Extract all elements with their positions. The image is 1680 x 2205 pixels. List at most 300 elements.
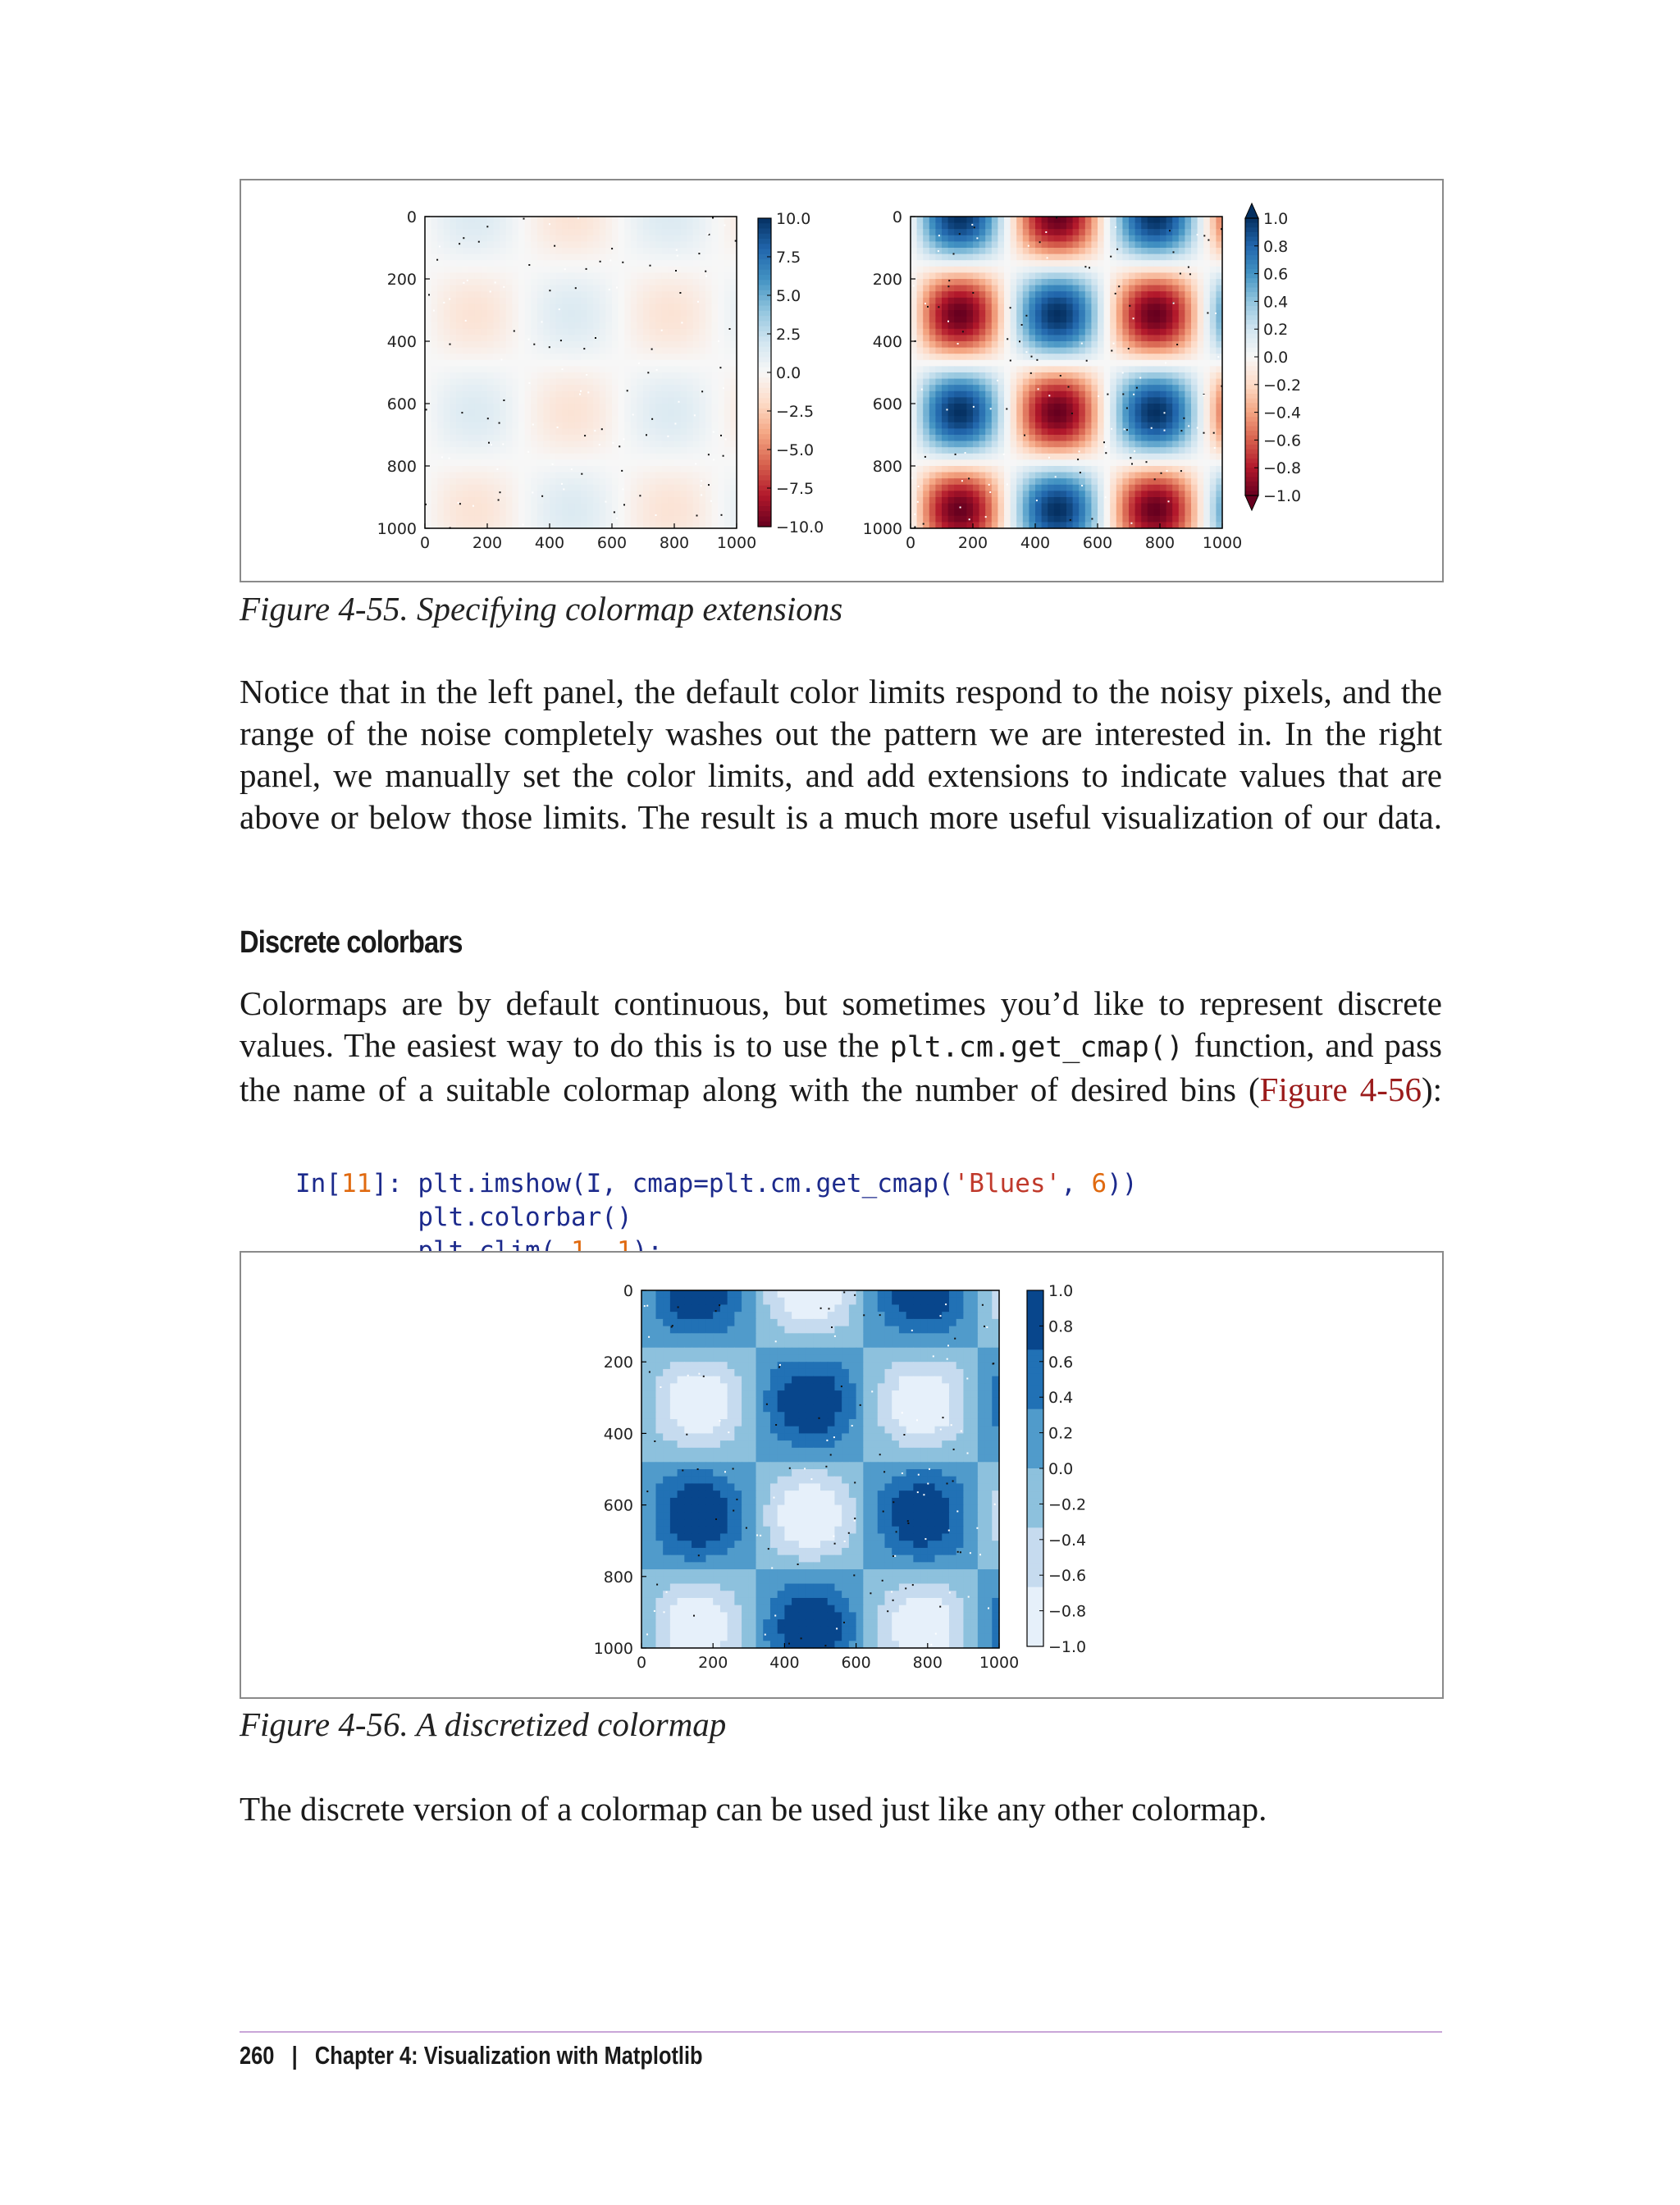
heatmap-cell (681, 516, 687, 523)
heatmap-cell (699, 472, 705, 479)
heatmap-cell (1073, 229, 1080, 235)
heatmap-cell (568, 335, 575, 341)
heatmap-cell (655, 267, 662, 273)
heatmap-cell (1141, 397, 1148, 404)
heatmap-cell (724, 298, 731, 304)
heatmap-cell (612, 260, 619, 267)
heatmap-cell (543, 360, 550, 367)
heatmap-cell (998, 260, 1004, 267)
heatmap-cell (1110, 372, 1116, 379)
heatmap-cell (923, 391, 929, 398)
heatmap-cell (512, 428, 518, 435)
heatmap-cell (1153, 335, 1160, 341)
heatmap-cell (961, 298, 967, 304)
heatmap-cell (1054, 404, 1061, 410)
heatmap-cell (911, 447, 917, 454)
heatmap-cell (998, 491, 1004, 497)
noise-pixel (554, 245, 555, 247)
heatmap-cell (450, 329, 456, 336)
heatmap-cell (1085, 229, 1092, 235)
heatmap-cell (437, 404, 444, 410)
heatmap-cell (1079, 235, 1085, 242)
heatmap-cell (687, 422, 693, 429)
heatmap-cell (624, 509, 631, 516)
heatmap-cell (1135, 217, 1142, 223)
heatmap-cell (1166, 272, 1173, 279)
heatmap-cell (550, 229, 556, 235)
heatmap-cell (425, 497, 431, 504)
heatmap-cell (917, 404, 924, 410)
heatmap-cell (681, 385, 687, 391)
heatmap-cell (619, 435, 625, 441)
noise-pixel (533, 344, 535, 345)
heatmap-cell (568, 491, 575, 497)
heatmap-cell (612, 279, 619, 285)
heatmap-cell (543, 404, 550, 410)
heatmap-cell (985, 459, 992, 466)
heatmap-cell (1091, 459, 1098, 466)
heatmap-cell (1060, 291, 1066, 298)
heatmap-cell (1148, 404, 1154, 410)
heatmap-cell (1110, 466, 1116, 472)
heatmap-cell (1073, 466, 1080, 472)
heatmap-cell (612, 491, 619, 497)
heatmap-cell (1079, 354, 1085, 360)
heatmap-cell (917, 279, 924, 285)
heatmap-cell (1073, 410, 1080, 417)
heatmap-cell (681, 354, 687, 360)
noise-pixel (478, 241, 480, 243)
heatmap-cell (954, 329, 961, 336)
heatmap-cell (531, 454, 537, 460)
heatmap-cell (643, 341, 650, 348)
heatmap-cell (650, 223, 656, 230)
heatmap-cell (600, 485, 606, 491)
heatmap-cell (681, 422, 687, 429)
heatmap-cell (468, 516, 475, 523)
heatmap-cell (518, 466, 525, 472)
heatmap-cell (637, 291, 643, 298)
noise-pixel (605, 501, 606, 503)
heatmap-cell (1191, 260, 1198, 267)
heatmap-cell (985, 241, 992, 248)
heatmap-cell (705, 391, 712, 398)
heatmap-cell (1091, 335, 1098, 341)
heatmap-cell (1042, 459, 1048, 466)
heatmap-cell (655, 223, 662, 230)
heatmap-cell (518, 241, 525, 248)
heatmap-cell (518, 379, 525, 386)
heatmap-cell (998, 223, 1004, 230)
heatmap-cell (494, 454, 500, 460)
heatmap-cell (581, 260, 587, 267)
heatmap-cell (942, 397, 948, 404)
heatmap-cell (1166, 217, 1173, 223)
heatmap-cell (1141, 422, 1148, 429)
heatmap-cell (1091, 410, 1098, 417)
heatmap-cell (494, 478, 500, 485)
heatmap-cell (1035, 491, 1042, 497)
heatmap-cell (574, 335, 581, 341)
heatmap-cell (525, 248, 532, 254)
heatmap-cell (1035, 397, 1042, 404)
heatmap-cell (450, 372, 456, 379)
noise-pixel (552, 463, 554, 465)
heatmap-cell (954, 304, 961, 310)
heatmap-cell (1179, 223, 1185, 230)
heatmap-cell (1153, 341, 1160, 348)
heatmap-cell (693, 491, 700, 497)
heatmap-cell (693, 497, 700, 504)
heatmap-cell (917, 454, 924, 460)
heatmap-cell (494, 254, 500, 261)
heatmap-cell (668, 341, 674, 348)
heatmap-cell (637, 285, 643, 292)
heatmap-cell (450, 497, 456, 504)
heatmap-cell (1141, 435, 1148, 441)
colorbar-segment (758, 501, 771, 507)
heatmap-cell (450, 298, 456, 304)
heatmap-cell (1116, 223, 1123, 230)
heatmap-cell (923, 223, 929, 230)
heatmap-cell (562, 272, 568, 279)
heatmap-cell (1085, 248, 1092, 254)
heatmap-cell (487, 360, 494, 367)
heatmap-cell (525, 454, 532, 460)
heatmap-cell (512, 485, 518, 491)
heatmap-cell (1148, 435, 1154, 441)
heatmap-cell (1104, 317, 1111, 323)
heatmap-cell (619, 267, 625, 273)
heatmap-cell (531, 497, 537, 504)
heatmap-cell (437, 360, 444, 367)
heatmap-cell (619, 235, 625, 242)
heatmap-cell (1054, 372, 1061, 379)
heatmap-cell (1141, 454, 1148, 460)
heatmap-cell (992, 223, 998, 230)
heatmap-cell (463, 291, 469, 298)
heatmap-cell (1023, 267, 1029, 273)
heatmap-cell (487, 447, 494, 454)
noise-pixel (698, 253, 700, 254)
heatmap-cell (1122, 366, 1129, 372)
heatmap-cell (1104, 454, 1111, 460)
heatmap-cell (605, 391, 612, 398)
heatmap-cell (1153, 422, 1160, 429)
heatmap-cell (600, 341, 606, 348)
heatmap-cell (1129, 317, 1135, 323)
heatmap-cell (948, 428, 955, 435)
heatmap-cell (1029, 491, 1035, 497)
heatmap-cell (1160, 317, 1166, 323)
heatmap-cell (556, 441, 563, 448)
heatmap-cell (966, 466, 973, 472)
heatmap-cell (600, 422, 606, 429)
heatmap-cell (705, 248, 712, 254)
heatmap-cell (463, 435, 469, 441)
heatmap-cell (612, 472, 619, 479)
heatmap-cell (593, 478, 600, 485)
heatmap-cell (693, 279, 700, 285)
noise-pixel (623, 504, 625, 505)
heatmap-cell (668, 366, 674, 372)
heatmap-cell (1104, 298, 1111, 304)
heatmap-cell (1116, 422, 1123, 429)
heatmap-cell (1172, 478, 1179, 485)
heatmap-cell (1035, 254, 1042, 261)
heatmap-cell (948, 217, 955, 223)
heatmap-cell (1141, 272, 1148, 279)
heatmap-cell (724, 447, 731, 454)
heatmap-cell (1091, 223, 1098, 230)
noise-pixel (616, 287, 618, 289)
heatmap-cell (1098, 410, 1104, 417)
heatmap-cell (600, 360, 606, 367)
heatmap-cell (512, 391, 518, 398)
heatmap-cell (487, 335, 494, 341)
noise-pixel (627, 390, 628, 391)
heatmap-cell (979, 428, 986, 435)
heatmap-cell (699, 379, 705, 386)
heatmap-cell (494, 366, 500, 372)
heatmap-cell (1172, 372, 1179, 379)
heatmap-cell (1185, 366, 1191, 372)
heatmap-cell (655, 516, 662, 523)
heatmap-cell (543, 217, 550, 223)
heatmap-cell (1141, 441, 1148, 448)
heatmap-cell (643, 466, 650, 472)
heatmap-cell (1172, 447, 1179, 454)
heatmap-cell (500, 335, 506, 341)
heatmap-cell (512, 454, 518, 460)
heatmap-cell (1042, 379, 1048, 386)
heatmap-cell (1004, 217, 1011, 223)
heatmap-cell (929, 348, 936, 354)
heatmap-cell (624, 223, 631, 230)
heatmap-cell (481, 485, 487, 491)
heatmap-cell (481, 454, 487, 460)
heatmap-cell (587, 459, 594, 466)
heatmap-cell (961, 260, 967, 267)
heatmap-cell (1172, 248, 1179, 254)
heatmap-cell (512, 298, 518, 304)
heatmap-cell (1141, 354, 1148, 360)
heatmap-cell (687, 504, 693, 510)
heatmap-cell (1035, 472, 1042, 479)
heatmap-cell (468, 504, 475, 510)
heatmap-cell (468, 335, 475, 341)
heatmap-cell (674, 279, 681, 285)
heatmap-cell (1054, 441, 1061, 448)
heatmap-cell (1122, 254, 1129, 261)
heatmap-cell (1073, 279, 1080, 285)
heatmap-cell (1104, 335, 1111, 341)
heatmap-cell (525, 379, 532, 386)
heatmap-cell (506, 416, 513, 422)
heatmap-cell (624, 497, 631, 504)
heatmap-cell (619, 385, 625, 391)
heatmap-cell (1054, 410, 1061, 417)
heatmap-cell (668, 291, 674, 298)
heatmap-cell (650, 248, 656, 254)
heatmap-cell (1203, 441, 1210, 448)
colorbar-segment (758, 223, 771, 229)
heatmap-cell (1016, 485, 1023, 491)
heatmap-cell (1135, 428, 1142, 435)
noise-pixel (459, 243, 460, 244)
heatmap-cell (450, 441, 456, 448)
heatmap-cell (954, 341, 961, 348)
heatmap-cell (574, 310, 581, 317)
heatmap-cell (662, 410, 669, 417)
heatmap-cell (954, 422, 961, 429)
heatmap-cell (1060, 472, 1066, 479)
heatmap-cell (718, 217, 724, 223)
heatmap-cell (437, 241, 444, 248)
colorbar-segment (758, 475, 771, 481)
heatmap-cell (1054, 223, 1061, 230)
heatmap-cell (481, 435, 487, 441)
heatmap-cell (1085, 485, 1092, 491)
heatmap-cell (929, 485, 936, 491)
heatmap-cell (1203, 397, 1210, 404)
heatmap-cell (998, 304, 1004, 310)
heatmap-cell (437, 317, 444, 323)
heatmap-cell (1141, 472, 1148, 479)
heatmap-cell (437, 304, 444, 310)
heatmap-cell (506, 491, 513, 497)
heatmap-cell (1179, 372, 1185, 379)
heatmap-cell (481, 504, 487, 510)
heatmap-cell (444, 335, 450, 341)
heatmap-cell (699, 466, 705, 472)
heatmap-cell (668, 317, 674, 323)
heatmap-cell (1091, 354, 1098, 360)
heatmap-cell (1122, 322, 1129, 329)
heatmap-cell (1073, 285, 1080, 292)
heatmap-cell (681, 379, 687, 386)
heatmap-cell (550, 497, 556, 504)
heatmap-cell (1166, 485, 1173, 491)
heatmap-cell (1029, 478, 1035, 485)
heatmap-cell (637, 459, 643, 466)
heatmap-cell (550, 317, 556, 323)
y-tick-label: 200 (386, 271, 417, 289)
heatmap-cell (637, 310, 643, 317)
heatmap-cell (1098, 341, 1104, 348)
heatmap-cell (468, 441, 475, 448)
heatmap-cell (506, 254, 513, 261)
heatmap-cell (512, 410, 518, 417)
heatmap-cell (655, 447, 662, 454)
heatmap-cell (985, 272, 992, 279)
heatmap-cell (1210, 235, 1217, 242)
noise-pixel (578, 217, 579, 219)
heatmap-cell (954, 485, 961, 491)
heatmap-cell (1166, 472, 1173, 479)
heatmap-cell (450, 509, 456, 516)
heatmap-cell (699, 422, 705, 429)
heatmap-cell (512, 217, 518, 223)
heatmap-cell (1116, 354, 1123, 360)
heatmap-cell (506, 410, 513, 417)
heatmap-cell (550, 491, 556, 497)
heatmap-cell (1191, 285, 1198, 292)
heatmap-cell (556, 459, 563, 466)
heatmap-cell (1079, 478, 1085, 485)
heatmap-cell (1185, 379, 1191, 386)
heatmap-cell (600, 435, 606, 441)
heatmap-cell (437, 322, 444, 329)
heatmap-cell (923, 241, 929, 248)
heatmap-cell (1153, 372, 1160, 379)
heatmap-cell (699, 285, 705, 292)
heatmap-cell (506, 235, 513, 242)
heatmap-cell (1148, 478, 1154, 485)
heatmap-cell (506, 441, 513, 448)
heatmap-cell (1166, 248, 1173, 254)
heatmap-cell (631, 254, 637, 261)
heatmap-cell (979, 298, 986, 304)
heatmap-cell (650, 435, 656, 441)
heatmap-cell (1066, 360, 1073, 367)
colorbar-segment (758, 470, 771, 476)
heatmap-cell (718, 497, 724, 504)
heatmap-cell (1160, 447, 1166, 454)
heatmap-cell (687, 472, 693, 479)
heatmap-cell (650, 372, 656, 379)
heatmap-cell (1054, 459, 1061, 466)
heatmap-cell (1066, 485, 1073, 491)
heatmap-cell (494, 410, 500, 417)
heatmap-cell (655, 272, 662, 279)
heatmap-cell (543, 248, 550, 254)
heatmap-cell (494, 354, 500, 360)
heatmap-cell (705, 285, 712, 292)
heatmap-cell (487, 428, 494, 435)
heatmap-cell (456, 317, 463, 323)
heatmap-cell (923, 341, 929, 348)
heatmap-cell (637, 504, 643, 510)
heatmap-cell (444, 504, 450, 510)
heatmap-cell (487, 397, 494, 404)
heatmap-cell (1023, 223, 1029, 230)
heatmap-cell (929, 366, 936, 372)
noise-pixel (557, 427, 559, 428)
heatmap-cell (1153, 404, 1160, 410)
heatmap-cell (456, 422, 463, 429)
heatmap-cell (1191, 397, 1198, 404)
heatmap-cell (512, 248, 518, 254)
heatmap-cell (605, 229, 612, 235)
heatmap-cell (718, 235, 724, 242)
heatmap-cell (593, 391, 600, 398)
noise-pixel (441, 456, 443, 458)
heatmap-cell (942, 267, 948, 273)
heatmap-cell (1085, 466, 1092, 472)
heatmap-cell (506, 217, 513, 223)
heatmap-cell (662, 298, 669, 304)
heatmap-cell (917, 379, 924, 386)
noise-pixel (701, 480, 702, 482)
heatmap-cell (624, 422, 631, 429)
heatmap-cell (444, 354, 450, 360)
y-tick-label: 400 (386, 333, 417, 351)
heatmap-cell (948, 391, 955, 398)
heatmap-cell (1011, 391, 1017, 398)
heatmap-cell (518, 509, 525, 516)
heatmap-cell (593, 329, 600, 336)
